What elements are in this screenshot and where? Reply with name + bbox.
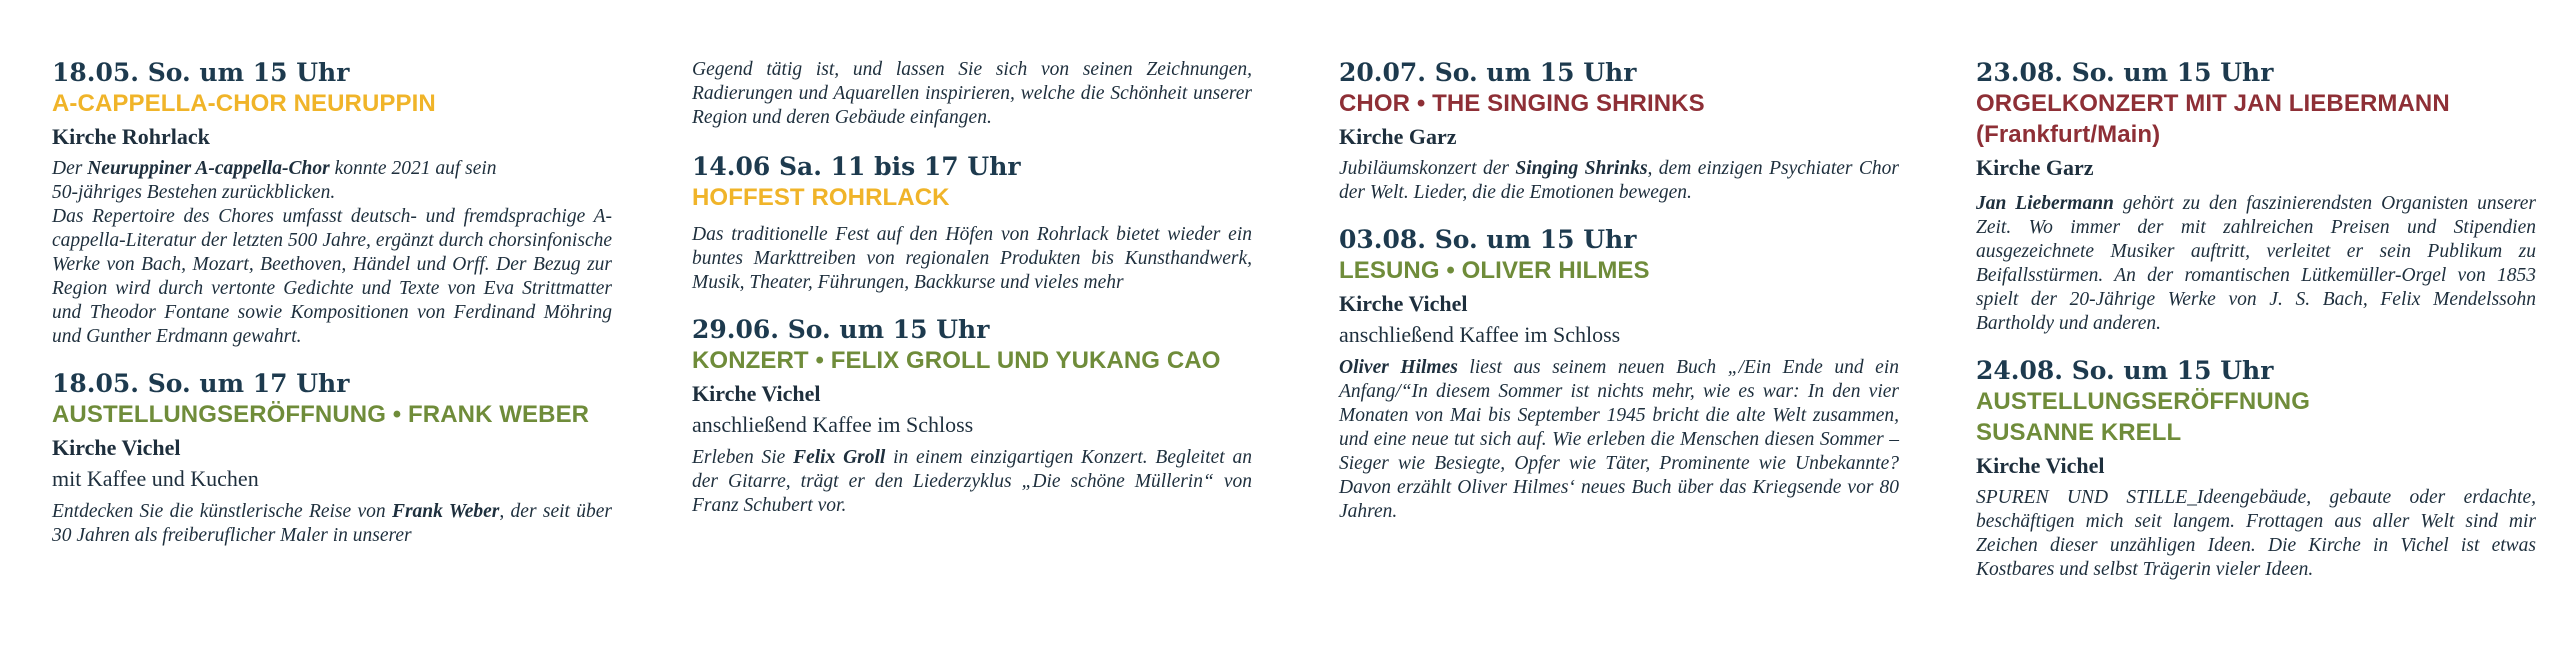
desc-text: , dem einzigen Psychiater Chor der Welt. Lieder, die die Emotionen bewegen. bbox=[1339, 158, 1899, 203]
event-title: CHOR • THE SINGING SHRINKS bbox=[1339, 90, 1705, 117]
column-3 bbox=[1339, 58, 1899, 544]
event-title-subline: SUSANNE KRELL bbox=[1976, 419, 2182, 446]
desc-bold-name: Frank Weber bbox=[391, 501, 500, 522]
event-lesung-oliver-hilmes bbox=[1339, 225, 1899, 524]
desc-text: , der seit über 30 Jahren als freiberuflicher Maler in unserer bbox=[52, 501, 612, 546]
event-title: AUSTELLUNGSERÖFFNUNG bbox=[1976, 388, 2310, 415]
event-venue: Kirche Vichel bbox=[692, 381, 821, 406]
desc-text: konnte 2021 auf sein bbox=[329, 158, 497, 179]
event-description bbox=[1339, 157, 1899, 205]
desc-text: in einem einzigartigen Konzert. Begleitet an der Gitarre, trägt er den Liederzyklus „Die schöne Müllerin“ von Franz Schubert vor. bbox=[692, 447, 1252, 516]
desc-bold-name: Jan Liebermann bbox=[1976, 193, 2114, 214]
event-title: AUSTELLUNGSERÖFFNUNG • FRANK WEBER bbox=[52, 401, 590, 428]
event-description-continued: Gegend tätig ist, und lassen Sie sich von seinen Zeichnungen, Radierungen und Aquarellen inspirieren, welche die Schönheit unserer Region und deren Gebäude einfangen. bbox=[692, 59, 1252, 128]
program-columns bbox=[52, 58, 2536, 638]
event-extra: anschließend Kaffee im Schloss bbox=[1339, 322, 1621, 347]
desc-text: Jubiläumskonzert der bbox=[1339, 158, 1516, 179]
desc-bold-name: Singing Shrinks bbox=[1515, 158, 1648, 179]
event-date: 18.05. So. um 17 Uhr bbox=[52, 369, 350, 398]
event-description: SPUREN UND STILLE_Ideengebäude, gebaute oder erdachte, beschäftigen mich seit langem. Frottagen aus aller Welt sind mir Zeichen dieser unzähligen Ideen. Die Kirche in Vichel ist etwas Kostbares und selbst Trägerin vieler Ideen. bbox=[1976, 487, 2536, 580]
event-singing-shrinks bbox=[1339, 58, 1899, 205]
event-date: 03.08. So. um 15 Uhr bbox=[1339, 225, 1637, 254]
event-ausstellung-susanne-krell bbox=[1976, 356, 2536, 582]
event-title: ORGELKONZERT MIT JAN LIEBERMANN bbox=[1976, 90, 2450, 117]
desc-text: liest aus seinem neuen Buch „/Ein Ende und ein Anfang/“In diesem Sommer ist nichts mehr, wie es war: In den vier Monaten von Mai bis September 1945 bricht die alte Welt zusammen, und eine neue tut sich auf. Wie erleben die Menschen diesen Sommer – Sieger wie Besiegte, Opfer wie Täter, Prominente wie Unbekannte? Davon erzählt Oliver Hilmes‘ neues Buch über das Kriegsende vor 80 Jahren. bbox=[1339, 357, 1899, 522]
column-1 bbox=[52, 58, 612, 568]
event-extra: mit Kaffee und Kuchen bbox=[52, 466, 259, 491]
desc-bold-name: Neuruppiner A-cappella-Chor bbox=[87, 158, 330, 179]
event-venue: Kirche Garz bbox=[1976, 155, 2094, 180]
event-date: 23.08. So. um 15 Uhr bbox=[1976, 58, 2274, 87]
event-description bbox=[52, 157, 612, 205]
event-title: LESUNG • OLIVER HILMES bbox=[1339, 257, 1650, 284]
event-description: Das traditionelle Fest auf den Höfen von Rohrlack bietet wieder ein buntes Markttreiben von regionalen Produkten bis Kunsthandwerk, Musik, Theater, Führungen, Backkurse und vieles mehr bbox=[692, 224, 1252, 293]
desc-text: Der bbox=[52, 158, 88, 179]
desc-bold-name: Felix Groll bbox=[793, 447, 886, 468]
event-description-continued: Das Repertoire des Chores umfasst deutsch- und fremdsprachige A-cappella-Literatur der letzten 500 Jahre, ergänzt durch chorsinfonische Werke von Bach, Mozart, Beethoven, Händel und Orff. Der Bezug zur Region wird durch vertonte Gedichte und Texte von Eva Strittmatter und Theodor Fontane sowie Kompositionen von Ferdinand Möhring und Gunther Erdmann gewahrt. bbox=[52, 206, 612, 347]
event-extra: anschließend Kaffee im Schloss bbox=[692, 412, 974, 437]
event-ausstellung-frank-weber bbox=[52, 369, 612, 548]
event-orgelkonzert-liebermann bbox=[1976, 58, 2536, 336]
event-description bbox=[52, 500, 612, 548]
event-title-subline: (Frankfurt/Main) bbox=[1976, 121, 2161, 148]
event-venue: Kirche Rohrlack bbox=[52, 124, 210, 149]
column-4 bbox=[1976, 58, 2536, 602]
event-venue: Kirche Vichel bbox=[1976, 453, 2105, 478]
event-venue: Kirche Vichel bbox=[1339, 291, 1468, 316]
event-venue: Kirche Garz bbox=[1339, 124, 1457, 149]
event-acappella-chor bbox=[52, 58, 612, 349]
event-date: 20.07. So. um 15 Uhr bbox=[1339, 58, 1637, 87]
event-title: KONZERT • FELIX GROLL UND YUKANG CAO bbox=[692, 347, 1221, 374]
event-date: 14.06 Sa. 11 bis 17 Uhr bbox=[692, 152, 1021, 181]
desc-text: gehört zu den faszinierendsten Organisten unserer Zeit. Wo immer der mit zahlreichen Preisen und Stipendien ausgezeichnete Musiker auftritt, verleitet er sein Publikum zu Beifallsstürmen. An der romantischen Lütkemüller-Orgel von 1853 spielt der 20-Jährige Werke von J. S. Bach, Felix Mendelssohn Bartholdy und anderen. bbox=[1976, 193, 2536, 334]
event-ausstellung-frank-weber-continued bbox=[692, 58, 1252, 130]
desc-text: Erleben Sie bbox=[692, 447, 794, 468]
event-date: 18.05. So. um 15 Uhr bbox=[52, 58, 350, 87]
event-title: A-CAPPELLA-CHOR NEURUPPIN bbox=[52, 90, 436, 117]
event-description bbox=[1339, 356, 1899, 524]
event-title: HOFFEST ROHRLACK bbox=[692, 184, 950, 211]
event-description bbox=[692, 446, 1252, 518]
column-2 bbox=[692, 58, 1252, 538]
desc-text: 50-jähriges Bestehen zurückblicken. bbox=[52, 182, 336, 203]
event-date: 24.08. So. um 15 Uhr bbox=[1976, 356, 2274, 385]
event-description bbox=[1976, 192, 2536, 336]
event-venue: Kirche Vichel bbox=[52, 435, 181, 460]
desc-text: Entdecken Sie die künstlerische Reise von bbox=[52, 501, 392, 522]
desc-bold-name: Oliver Hilmes bbox=[1339, 357, 1458, 378]
event-konzert-felix-groll bbox=[692, 315, 1252, 518]
event-date: 29.06. So. um 15 Uhr bbox=[692, 315, 990, 344]
event-hoffest-rohrlack bbox=[692, 152, 1252, 295]
